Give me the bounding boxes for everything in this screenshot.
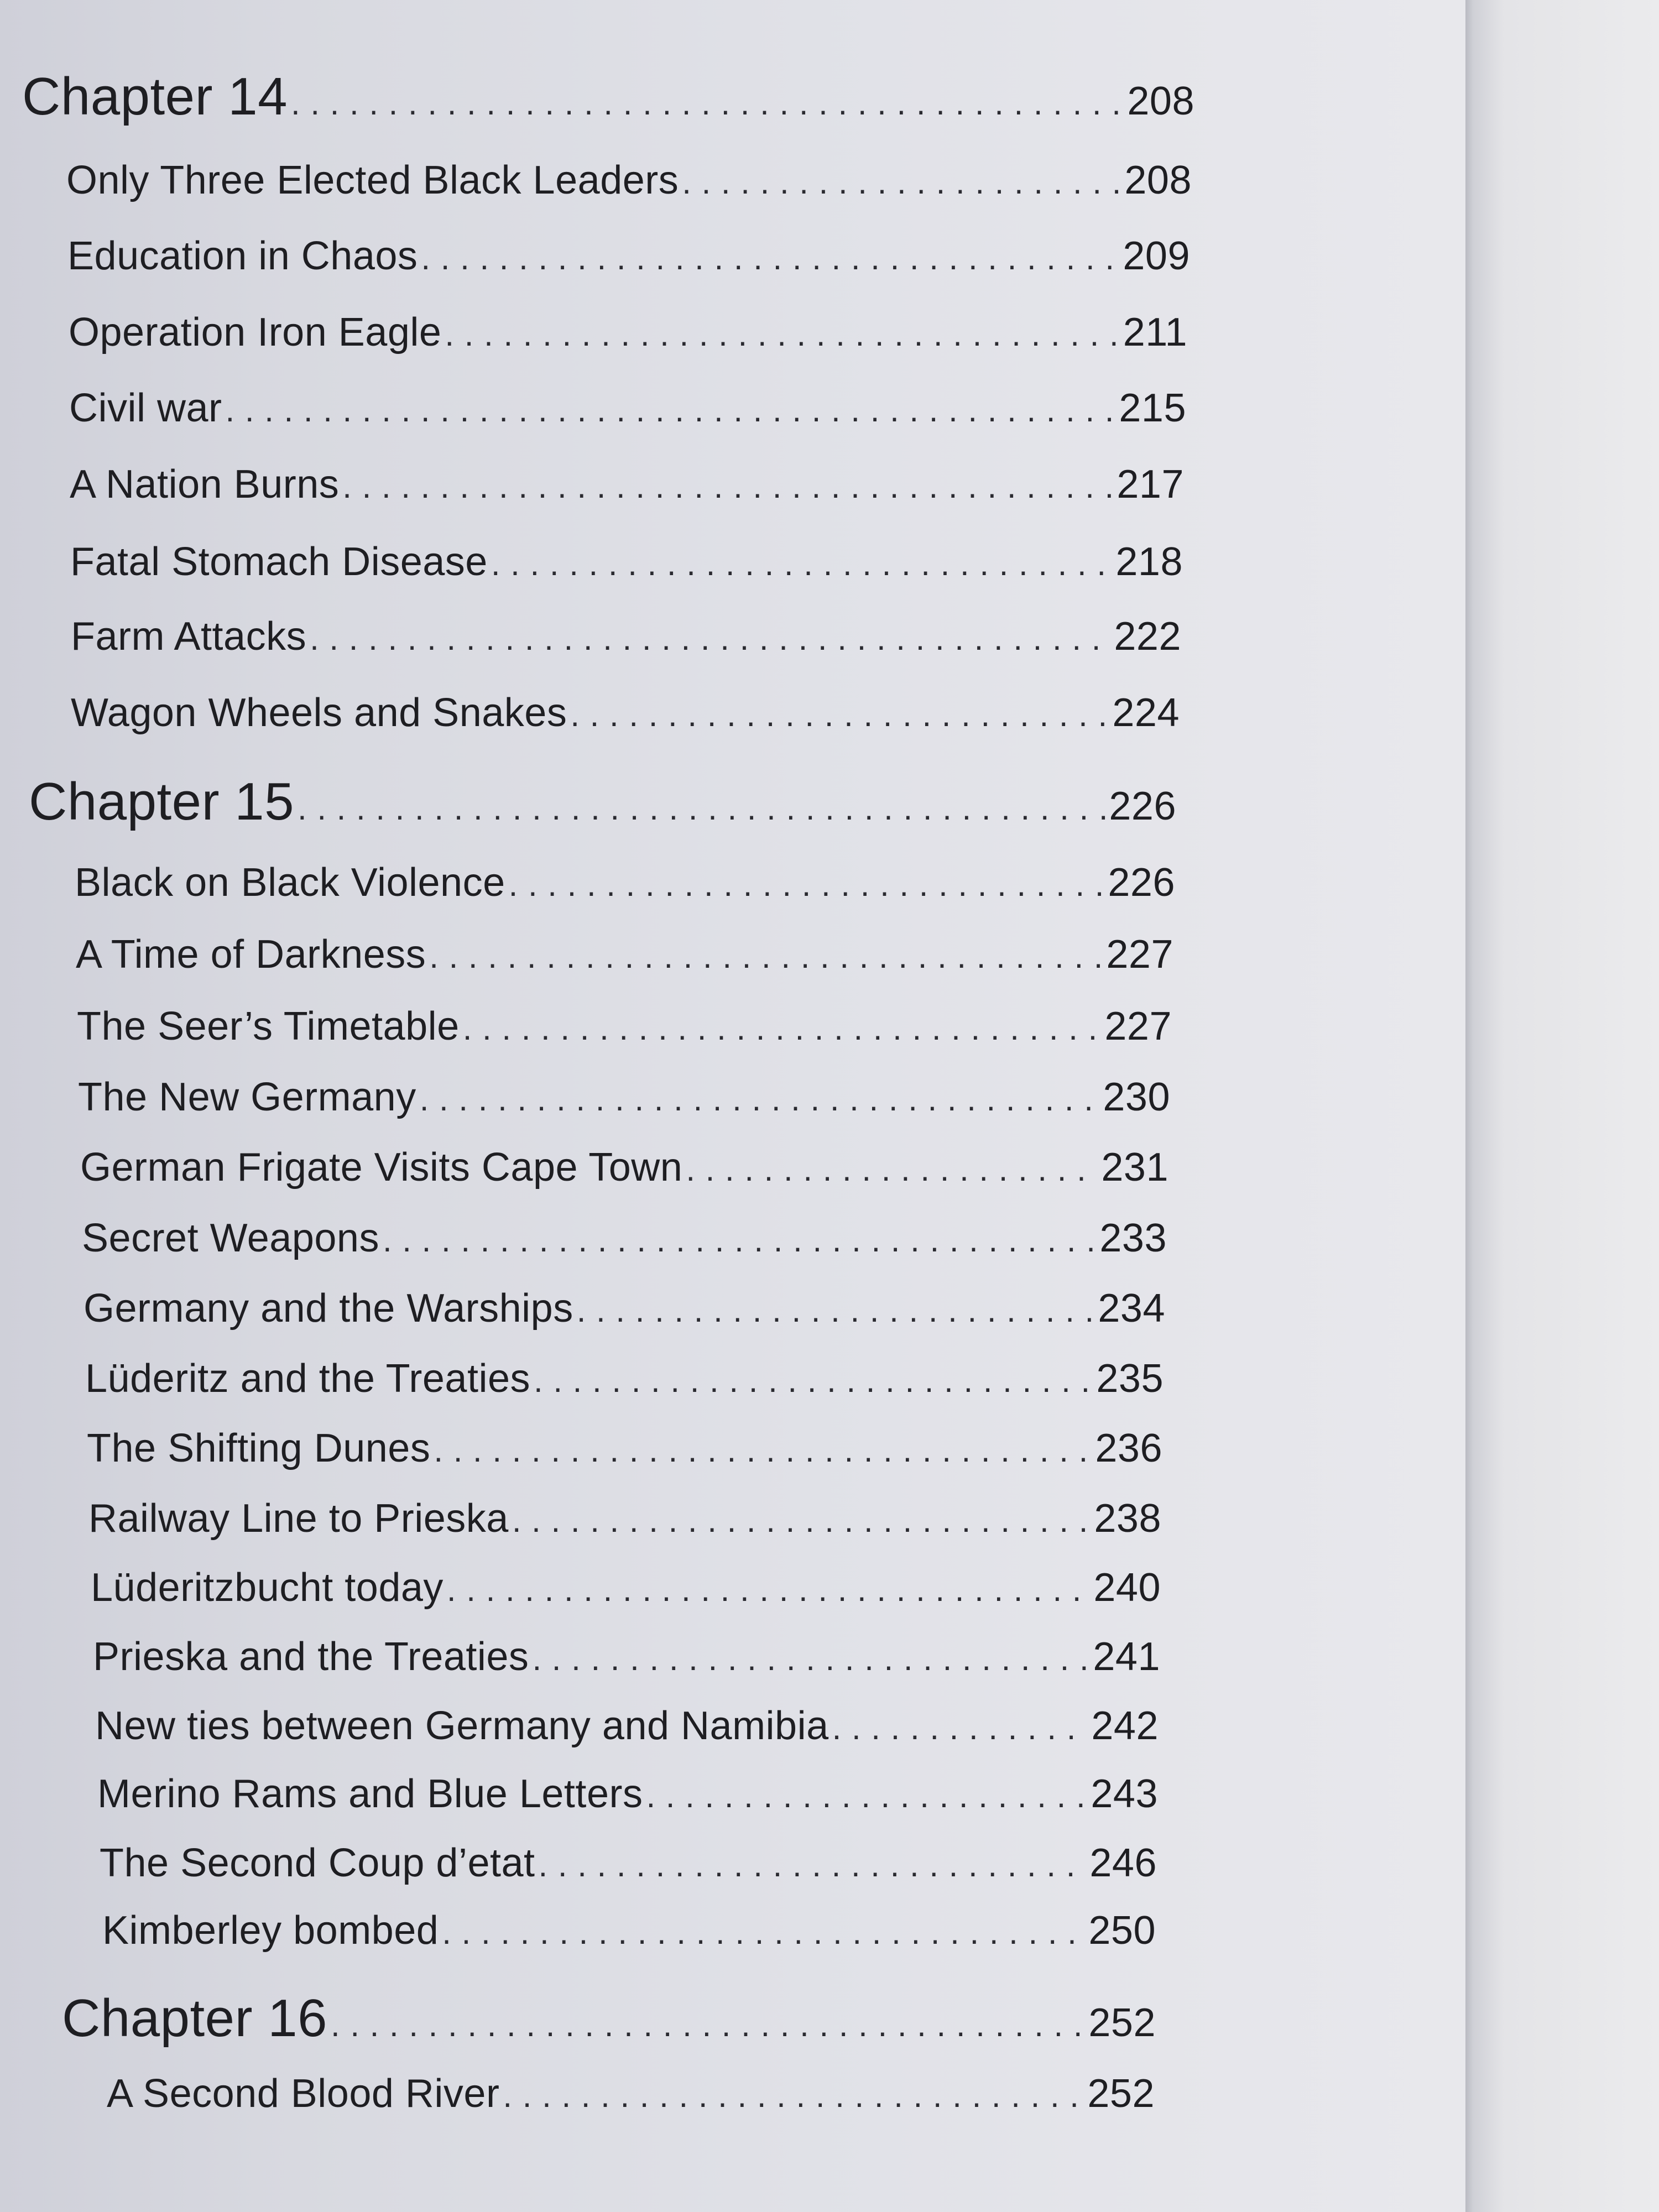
toc-section [93,1634,1160,1679]
toc-entry-title: Chapter 16 [62,1989,327,2048]
dot-leader [682,158,1121,203]
toc-entry-page: 233 [1099,1216,1167,1260]
toc-entry-title: Black on Black Violence [75,860,505,905]
toc-section [97,1771,1158,1817]
dot-leader [331,1988,1085,2049]
toc-entry-page: 250 [1088,1908,1156,1953]
toc-entry-page: 238 [1094,1496,1161,1541]
toc-entry-page: 226 [1108,860,1175,905]
toc-entry-page: 218 [1115,540,1183,584]
toc-entry-page: 222 [1114,614,1181,659]
dot-leader [310,614,1110,659]
toc-entry-title: The New Germany [78,1075,416,1119]
dot-leader [442,1908,1085,1953]
toc-entry-title: German Frigate Visits Cape Town [80,1145,683,1190]
toc-entry-page: 227 [1106,932,1173,977]
toc-entry-title: Education in Chaos [67,234,418,278]
dot-leader [532,1634,1089,1679]
toc-section [69,385,1186,431]
toc-entry-title: Lüderitzbucht today [91,1566,444,1610]
toc-entry-page: 208 [1127,79,1194,123]
dot-leader [491,539,1113,585]
toc-entry-page: 242 [1091,1704,1159,1748]
toc-entry-title: Kimberley bombed [102,1908,439,1953]
toc-section [77,1004,1172,1049]
toc-entry-page: 236 [1095,1426,1162,1470]
toc-section [71,614,1181,659]
dot-leader [512,1496,1091,1541]
dot-leader [342,462,1113,507]
dot-leader [646,1771,1087,1817]
toc-section [76,932,1173,977]
toc-entry-page: 224 [1112,691,1180,735]
toc-entry-page: 235 [1096,1357,1164,1401]
toc-entry-title: Germany and the Warships [84,1286,573,1331]
toc-entry-title: Farm Attacks [71,614,307,659]
toc-section [88,1496,1161,1541]
toc-entry-page: 243 [1091,1772,1158,1816]
toc-entry-page: 209 [1123,234,1190,278]
toc-entry-page: 234 [1098,1286,1165,1331]
toc-entry-page: 240 [1093,1566,1161,1610]
toc-entry-title: A Second Blood River [107,2072,500,2116]
toc-section [69,310,1187,355]
dot-leader [503,2071,1084,2116]
toc-section [78,1074,1170,1120]
toc-entry-title: The Second Coup d’etat [100,1841,535,1885]
toc-entry-page: 215 [1119,386,1186,430]
toc-entry-title: Chapter 15 [29,772,294,831]
toc-entry-page: 252 [1087,2072,1155,2116]
toc-entry-title: A Time of Darkness [76,932,426,977]
toc-entry-page: 226 [1109,784,1176,828]
toc-entry-page: 231 [1101,1145,1168,1190]
dot-leader [577,1286,1095,1331]
toc-entry-page: 252 [1088,2001,1156,2045]
toc-entry-page: 208 [1124,158,1192,202]
toc-section [66,158,1192,203]
toc-entry-title: Operation Iron Eagle [69,310,442,354]
toc-section [87,1426,1162,1471]
toc-entry-page: 217 [1117,462,1184,507]
toc-entry-title: A Nation Burns [70,462,340,507]
toc-entry-page: 230 [1103,1075,1170,1119]
toc-entry-title: Railway Line to Prieska [88,1496,509,1541]
toc-entry-title: Lüderitz and the Treaties [85,1357,530,1401]
toc-section [85,1356,1164,1401]
toc-entry-title: Wagon Wheels and Snakes [71,691,567,735]
toc-entry-title: Civil war [69,386,222,430]
dot-leader [832,1703,1088,1749]
toc-chapter-14 [22,66,1194,127]
toc-entry-title: Secret Weapons [82,1216,379,1260]
dot-leader [226,385,1116,431]
toc-chapter-16 [62,1988,1156,2049]
toc-section [80,1145,1168,1190]
dot-leader [445,310,1119,355]
toc-entry-title: Only Three Elected Black Leaders [66,158,679,202]
toc-section [84,1286,1165,1331]
toc-section [102,1908,1156,1953]
toc-entry-page: 211 [1123,310,1187,354]
toc-entry-title: Fatal Stomach Disease [70,540,488,584]
toc-section [95,1703,1159,1749]
toc-section [67,233,1190,279]
dot-leader [420,1074,1100,1120]
dot-leader [298,771,1105,832]
dot-leader [463,1004,1102,1049]
dot-leader [539,1840,1087,1886]
dot-leader [534,1356,1093,1401]
dot-leader [570,690,1109,735]
toc-section [91,1565,1161,1610]
dot-leader [429,932,1103,977]
toc-entry-page: 227 [1104,1004,1172,1048]
toc-section [70,539,1183,585]
toc-section [75,860,1175,905]
toc-entry-title: New ties between Germany and Namibia [95,1704,829,1748]
adjacent-page-edge [1465,0,1659,2212]
dot-leader [421,233,1119,279]
toc-chapter-15 [29,771,1176,832]
toc-entry-title: Prieska and the Treaties [93,1635,529,1679]
toc-entry-page: 246 [1089,1841,1157,1885]
toc-entry-title: The Shifting Dunes [87,1426,431,1470]
toc-section [82,1215,1167,1261]
toc-entry-title: Chapter 14 [22,67,288,126]
toc-entry-title: Merino Rams and Blue Letters [97,1772,643,1816]
dot-leader [434,1426,1092,1471]
toc-section [70,462,1184,507]
dot-leader [686,1145,1098,1190]
toc-section [100,1840,1157,1886]
toc-section [71,690,1180,735]
toc-entry-title: The Seer’s Timetable [77,1004,460,1048]
dot-leader [447,1565,1090,1610]
toc-entry-page: 241 [1093,1635,1160,1679]
dot-leader [509,860,1105,905]
toc-section [107,2071,1155,2116]
dot-leader [291,66,1124,127]
dot-leader [383,1215,1096,1261]
